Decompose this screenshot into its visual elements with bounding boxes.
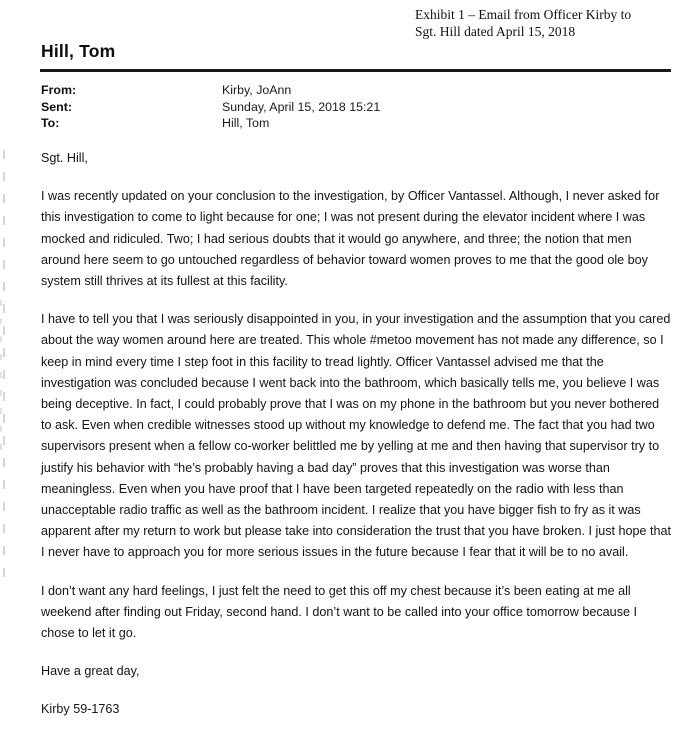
page-title: Hill, Tom <box>41 41 116 61</box>
email-signature: Kirby 59-1763 <box>41 702 120 717</box>
email-salutation: Sgt. Hill, <box>41 151 88 165</box>
field-value-sent: Sunday, April 15, 2018 15:21 <box>222 99 381 114</box>
scan-edge-artifact <box>3 150 5 580</box>
email-header-fields <box>41 82 501 132</box>
title-divider <box>40 69 671 72</box>
email-body <box>41 148 673 738</box>
scan-edge-artifact-secondary <box>0 300 2 450</box>
email-paragraph-3: I don’t want any hard feelings, I just felt the need to get this off my chest because it’s been eating at me all weekend after finding out Friday, second hand. I don’t want to be called into your office tomorrow because I chose to let it go. <box>41 583 637 641</box>
exhibit-caption-line-1: Exhibit 1 – Email from Officer Kirby to <box>415 7 632 22</box>
field-value-to: Hill, Tom <box>222 116 270 130</box>
exhibit-caption-line-2: Sgt. Hill dated April 15, 2018 <box>415 24 576 39</box>
email-paragraph-2: I have to tell you that I was seriously disappointed in you, in your investigation and the assumption that you cared about the way women around here are treated. This whole #metoo movement has not made any difference, so I keep in mind every time I step foot in this facility to tread lightly. Officer Vantassel advised me that the investigation was concluded because I went back into the bathroom, which basically tells me, you believe I was being deceptive. In fact, I could probably prove that I was on my phone in the bathroom but you never bothered to ask. Even when credible witnesses stood up without my knowledge to defend me. The fact that you had two supervisors present when a fellow co-worker belittled me by yelling at me and then having that supervisor try to justify his behavior with “he’s probably having a bad day” proves that this investigation was worse than meaningless. Even when you have proof that I have been targeted repeatedly on the radio with less than unacceptable radio traffic as well as the bathroom incident. I realize that you have bigger fish to fry as it was apparent after my return to work but please take into consideration the trust that you have broken. I just hope that I never have to approach you for more serious issues in the future because I fear that it will be to no avail. <box>41 312 672 560</box>
email-signoff: Have a great day, <box>41 664 140 679</box>
email-header-row-from <box>41 82 501 99</box>
field-label-to: To: <box>41 116 60 130</box>
field-label-sent: Sent: <box>41 99 72 114</box>
field-label-from: From: <box>41 83 77 97</box>
email-header-row-to <box>41 115 501 132</box>
email-header-row-sent <box>41 99 501 116</box>
exhibit-caption <box>415 6 685 40</box>
field-value-from: Kirby, JoAnn <box>222 83 292 97</box>
email-paragraph-1: I was recently updated on your conclusion to the investigation, by Officer Vantassel. Although, I never asked for this investigation to come to light because for one; I was not present during the elevator incident where I was mocked and ridiculed. Two; I had serious doubts that it would go anywhere, and three; the notion that men around here seem to go untouched regardless of behavior toward women proves to me that the good ole boy system still thrives at its fullest at this facility. <box>41 189 660 289</box>
